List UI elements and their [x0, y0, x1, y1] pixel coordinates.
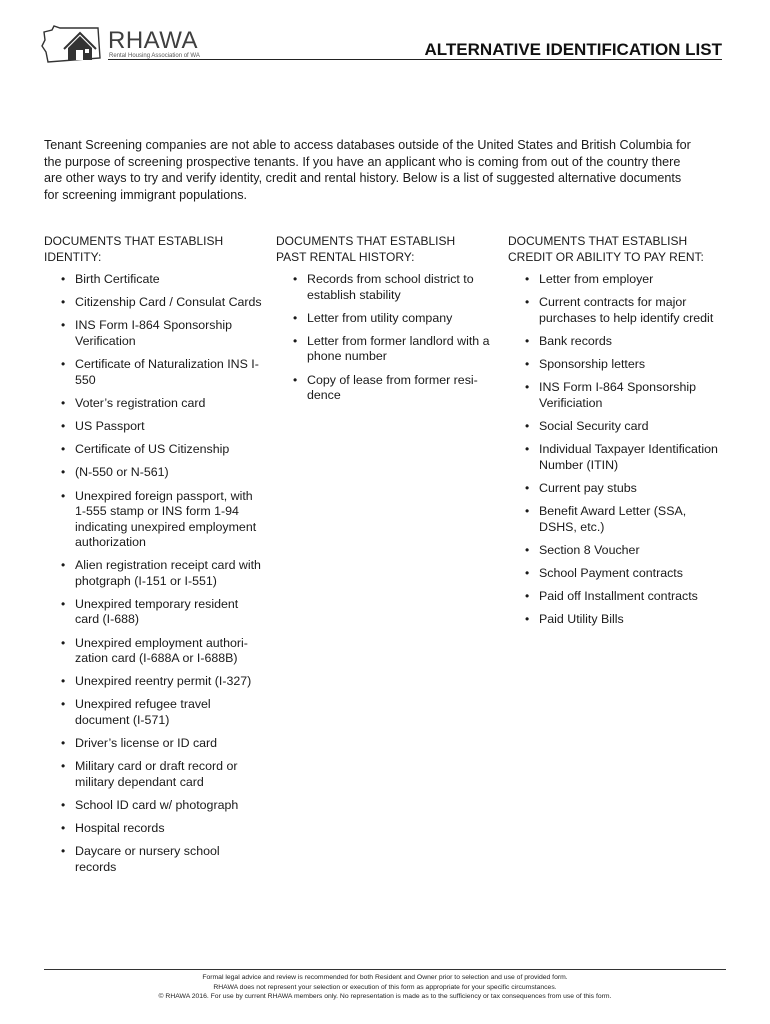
footer-divider [44, 969, 726, 970]
bullet-icon: • [525, 442, 530, 457]
list-item [44, 798, 262, 814]
page-title: ALTERNATIVE IDENTIFICATION LIST [424, 40, 722, 59]
list-item [44, 295, 262, 311]
bullet-icon: • [61, 674, 66, 689]
list-item [44, 821, 262, 837]
list-item [276, 272, 494, 303]
document-list [276, 272, 494, 404]
footer-disclaimer [44, 973, 726, 1002]
list-item-text: Unexpired refugee travel document (I-571) [75, 697, 211, 727]
bullet-icon: • [525, 357, 530, 372]
heading-line: DOCUMENTS THAT ESTABLISH [276, 234, 456, 248]
logo-name: RHAWA [108, 27, 199, 54]
bullet-icon: • [61, 558, 66, 573]
list-item [508, 612, 722, 628]
list-item-text: Daycare or nursery school records [75, 844, 220, 874]
credit-column [508, 234, 722, 635]
list-item-text: Sponsorship letters [539, 357, 646, 372]
intro-paragraph: Tenant Screening companies are not able to access databases outside of the United States and British Columbia for the purpose of screening prospective tenants. If you have an applicant who is coming from out of the country there are other ways to try and verify identity, credit and rental history. Below is a list of suggested alternative documents for screening immigrant populations. [44, 138, 691, 202]
list-item-text: Unexpired temporary resident card (I-688) [75, 596, 239, 627]
bullet-icon: • [61, 357, 66, 372]
heading-line: PAST RENTAL HISTORY: [276, 249, 415, 264]
list-item-text: Birth Certificate [75, 272, 160, 286]
list-item [508, 272, 722, 288]
list-item-text: US Passport [75, 418, 145, 433]
bullet-icon: • [293, 333, 298, 348]
bullet-icon: • [525, 589, 530, 604]
bullet-icon: • [61, 697, 66, 712]
bullet-icon: • [61, 736, 66, 751]
list-item-text: INS Form I-864 Sponsorship Verificiation [539, 380, 697, 410]
list-item-text: Unexpired employment authori-zation card (I-688A or I-688B) [75, 635, 248, 666]
list-item-text: Paid Utility Bills [539, 612, 624, 627]
list-item-text: Citizenship Card / Consulat Cards [75, 295, 262, 310]
bullet-icon: • [61, 596, 66, 611]
list-item-text: Voter’s registration card [75, 395, 206, 410]
list-item-text: Section 8 Voucher [539, 542, 640, 557]
footer-line: RHAWA does not represent your selection or execution of this form as appropriate for your specific circumstances. [213, 983, 557, 991]
footer-line: Formal legal advice and review is recommended for both Resident and Owner prior to selection and use of provided form. [202, 974, 568, 981]
list-item [276, 373, 494, 404]
list-item-text: Paid off Installment contracts [539, 589, 698, 604]
list-item-text: School ID card w/ photograph [75, 798, 239, 812]
list-item-text: Social Security card [539, 418, 649, 433]
list-item [508, 357, 722, 373]
list-item [44, 636, 262, 667]
list-item-text: Individual Taxpayer Identification Number (ITIN) [539, 442, 718, 472]
identity-column [44, 234, 262, 883]
list-item [44, 465, 262, 481]
bullet-icon: • [61, 272, 66, 286]
list-item-text: Letter from former landlord with a phone number [307, 333, 490, 364]
list-item [44, 597, 262, 628]
list-item [508, 442, 722, 473]
bullet-icon: • [525, 504, 530, 518]
rental-history-column [276, 234, 494, 411]
list-item-text: School Payment contracts [539, 565, 683, 580]
list-item [508, 419, 722, 435]
column-heading [276, 234, 494, 265]
list-item-text: Certificate of Naturalization INS I-550 [75, 357, 259, 387]
bullet-icon: • [525, 565, 530, 580]
list-item [44, 357, 262, 388]
bullet-icon: • [525, 295, 530, 310]
bullet-icon: • [61, 635, 66, 650]
footer-line: © RHAWA 2016. For use by current RHAWA members only. No representation is made as to the sufficiency or tax consequences from use of this form. [158, 993, 612, 1001]
list-item-text: Current pay stubs [539, 480, 637, 495]
list-item [508, 504, 722, 535]
list-item-text: Certificate of US Citizenship [75, 442, 230, 457]
list-item-text: Driver’s license or ID card [75, 736, 218, 751]
heading-line: DOCUMENTS THAT ESTABLISH [508, 234, 688, 248]
list-item-text: Hospital records [75, 821, 165, 836]
list-item [44, 697, 262, 728]
list-item [44, 272, 262, 288]
bullet-icon: • [525, 612, 530, 627]
bullet-icon: • [61, 295, 66, 310]
bullet-icon: • [525, 333, 530, 348]
list-item-text: Benefit Award Letter (SSA, DSHS, etc.) [539, 504, 687, 534]
logo-subtitle: Rental Housing Association of WA [109, 53, 200, 59]
list-item-text: Alien registration receipt card with photgraph (I-151 or I-551) [75, 558, 261, 588]
list-item-text: Letter from employer [539, 272, 654, 286]
list-item [44, 844, 262, 875]
list-item [44, 736, 262, 752]
list-item [44, 419, 262, 435]
list-item [44, 396, 262, 412]
bullet-icon: • [61, 798, 66, 812]
column-heading [508, 234, 722, 265]
list-item [44, 318, 262, 349]
list-item [508, 543, 722, 559]
heading-line: CREDIT OR ABILITY TO PAY RENT: [508, 249, 704, 264]
bullet-icon: • [61, 465, 66, 480]
list-item-text: Current contracts for major purchases to help identify credit [539, 295, 714, 325]
bullet-icon: • [61, 759, 66, 774]
list-item [276, 311, 494, 327]
list-item-text: Copy of lease from former resi-dence [307, 372, 478, 403]
list-item [44, 674, 262, 690]
bullet-icon: • [525, 272, 530, 286]
list-item [508, 295, 722, 326]
column-heading [44, 234, 262, 265]
list-item [44, 558, 262, 589]
document-list [508, 272, 722, 628]
bullet-icon: • [61, 844, 66, 859]
document-list [44, 272, 262, 875]
list-item-text: Letter from utility company [307, 310, 453, 325]
bullet-icon: • [61, 318, 66, 333]
list-item [508, 380, 722, 411]
bullet-icon: • [61, 821, 66, 836]
title-divider [108, 59, 722, 60]
bullet-icon: • [525, 480, 530, 495]
list-item [44, 489, 262, 551]
list-item [276, 334, 494, 365]
list-item-text: Military card or draft record or military dependant card [75, 759, 238, 789]
list-item [508, 481, 722, 497]
bullet-icon: • [525, 542, 530, 557]
list-item-text: INS Form I-864 Sponsorship Verification [75, 318, 233, 348]
bullet-icon: • [61, 418, 66, 433]
bullet-icon: • [61, 442, 66, 457]
list-item [508, 334, 722, 350]
bullet-icon: • [525, 380, 530, 395]
bullet-icon: • [293, 372, 298, 387]
bullet-icon: • [293, 310, 298, 325]
list-item-text: (N-550 or N-561) [75, 465, 169, 480]
list-item [44, 442, 262, 458]
bullet-icon: • [61, 395, 66, 410]
list-item-text: Unexpired reentry permit (I-327) [75, 674, 252, 689]
bullet-icon: • [525, 418, 530, 433]
list-item [508, 566, 722, 582]
list-item-text: Unexpired foreign passport, with 1-555 stamp or INS form 1-94 indicating unexpired employment authorization [75, 488, 257, 549]
list-item-text: Bank records [539, 333, 613, 348]
bullet-icon: • [61, 488, 66, 503]
bullet-icon: • [293, 272, 298, 286]
heading-line: IDENTITY: [44, 249, 102, 264]
list-item [44, 759, 262, 790]
washington-state-house-icon [40, 22, 108, 66]
list-item-text: Records from school district to establish stability [307, 272, 474, 302]
heading-line: DOCUMENTS THAT ESTABLISH [44, 234, 224, 248]
list-item [508, 589, 722, 605]
